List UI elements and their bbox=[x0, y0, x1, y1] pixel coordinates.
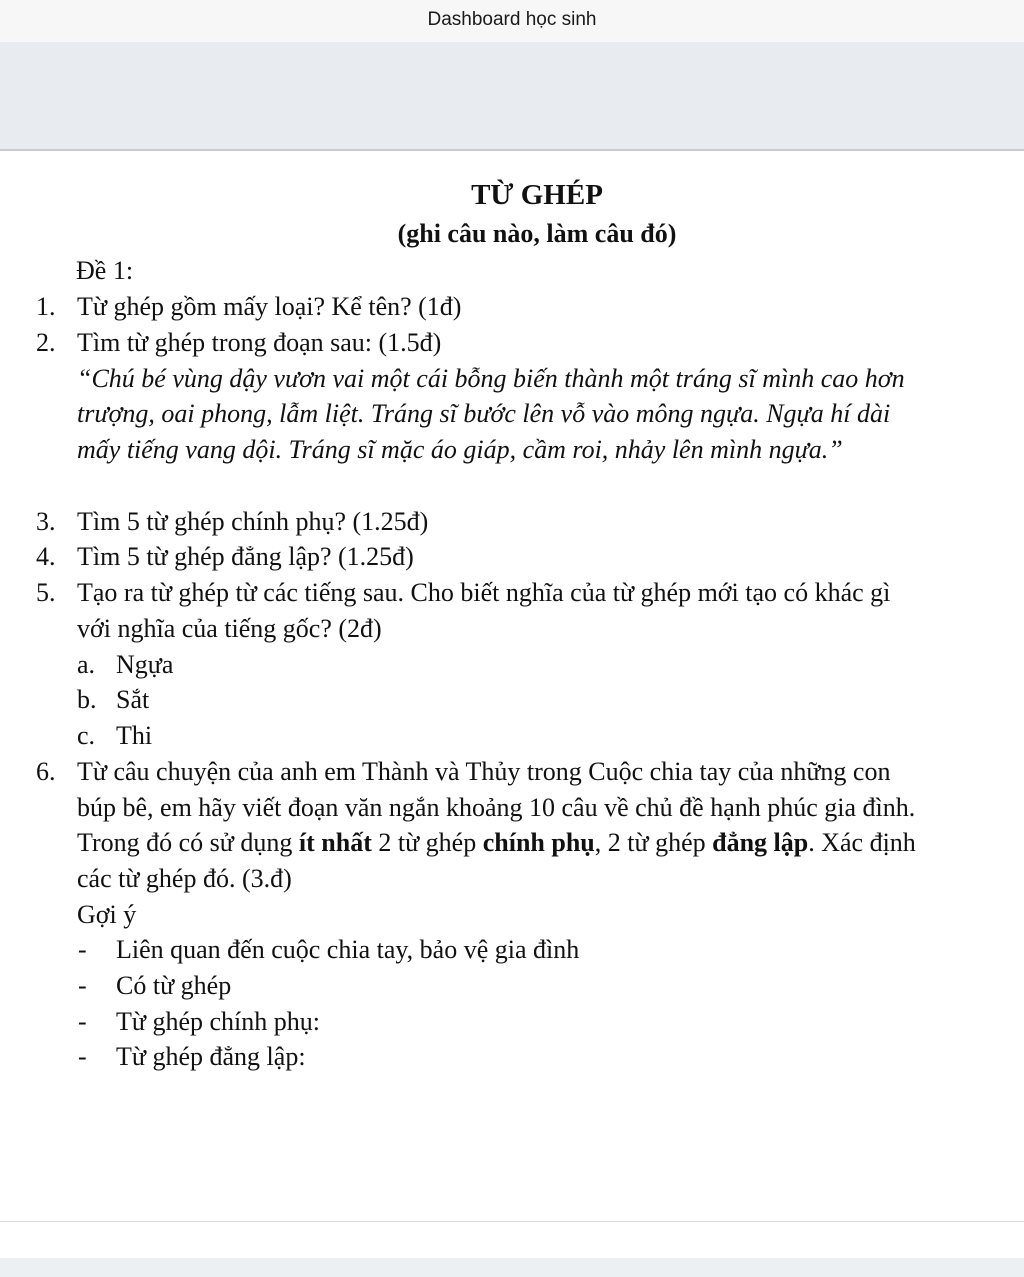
bold-run: chính phụ bbox=[482, 828, 595, 857]
question-number: 4. bbox=[36, 542, 56, 571]
document-subtitle: (ghi câu nào, làm câu đó) bbox=[397, 219, 677, 248]
question-4: Tìm 5 từ ghép đẳng lập? (1.25đ) bbox=[77, 542, 414, 571]
text-run: Trong đó có sử dụng bbox=[77, 828, 299, 857]
document-image bbox=[0, 151, 1024, 1221]
question-6-line: các từ ghép đó. (3.đ) bbox=[77, 864, 292, 893]
question-number: 2. bbox=[36, 328, 56, 357]
subitem-label: b. bbox=[77, 685, 97, 714]
question-5-line: Tạo ra từ ghép từ các tiếng sau. Cho biết nghĩa của từ ghép mới tạo có khác gì bbox=[77, 578, 891, 607]
question-6-line bbox=[77, 827, 916, 859]
question-5-line: với nghĩa của tiếng gốc? (2đ) bbox=[77, 614, 382, 643]
top-bar bbox=[0, 0, 1024, 42]
question-number: 1. bbox=[36, 292, 56, 321]
exam-label: Đề 1: bbox=[76, 256, 134, 285]
question-3: Tìm 5 từ ghép chính phụ? (1.25đ) bbox=[77, 507, 429, 536]
document-title: TỪ GHÉP bbox=[471, 179, 603, 211]
hint-label: Gợi ý bbox=[77, 900, 137, 929]
question-number: 5. bbox=[36, 578, 56, 607]
passage-line: “Chú bé vùng dậy vươn vai một cái bỗng biến thành một tráng sĩ mình cao hơn bbox=[77, 364, 905, 393]
hint-item: Có từ ghép bbox=[116, 971, 232, 1000]
header-banner bbox=[0, 42, 1024, 151]
subitem-text: Thi bbox=[116, 721, 153, 750]
question-2: Tìm từ ghép trong đoạn sau: (1.5đ) bbox=[77, 328, 442, 357]
question-number: 3. bbox=[36, 507, 56, 536]
subitem-text: Sắt bbox=[116, 685, 150, 714]
text-run: . Xác định bbox=[808, 828, 916, 857]
bold-run: đẳng lập bbox=[712, 828, 809, 857]
hint-dash: - bbox=[78, 1042, 87, 1071]
hint-item: Từ ghép chính phụ: bbox=[116, 1007, 321, 1036]
bold-run: ít nhất bbox=[298, 828, 372, 857]
question-6-line: Từ câu chuyện của anh em Thành và Thủy trong Cuộc chia tay của những con bbox=[77, 757, 891, 786]
question-number: 6. bbox=[36, 757, 56, 786]
passage-line: mấy tiếng vang dội. Tráng sĩ mặc áo giáp, cầm roi, nhảy lên mình ngựa.” bbox=[77, 435, 843, 464]
hint-dash: - bbox=[78, 1007, 87, 1036]
hint-dash: - bbox=[78, 935, 87, 964]
subitem-text: Ngựa bbox=[116, 650, 174, 679]
question-6-line: búp bê, em hãy viết đoạn văn ngắn khoảng 10 câu về chủ đề hạnh phúc gia đình. bbox=[77, 793, 916, 822]
footer-strip bbox=[0, 1258, 1024, 1277]
hint-item: Liên quan đến cuộc chia tay, bảo vệ gia đình bbox=[116, 935, 580, 964]
question-1: Từ ghép gồm mấy loại? Kể tên? (1đ) bbox=[77, 292, 462, 321]
text-run: , 2 từ ghép bbox=[594, 828, 713, 857]
hint-dash: - bbox=[78, 971, 87, 1000]
passage-line: trượng, oai phong, lẫm liệt. Tráng sĩ bước lên vỗ vào mông ngựa. Ngựa hí dài bbox=[77, 399, 891, 428]
page-title: Dashboard học sinh bbox=[427, 9, 597, 30]
text-run: 2 từ ghép bbox=[371, 828, 483, 857]
hint-item: Từ ghép đẳng lập: bbox=[116, 1042, 306, 1071]
subitem-label: a. bbox=[77, 650, 96, 679]
subitem-label: c. bbox=[77, 721, 96, 750]
